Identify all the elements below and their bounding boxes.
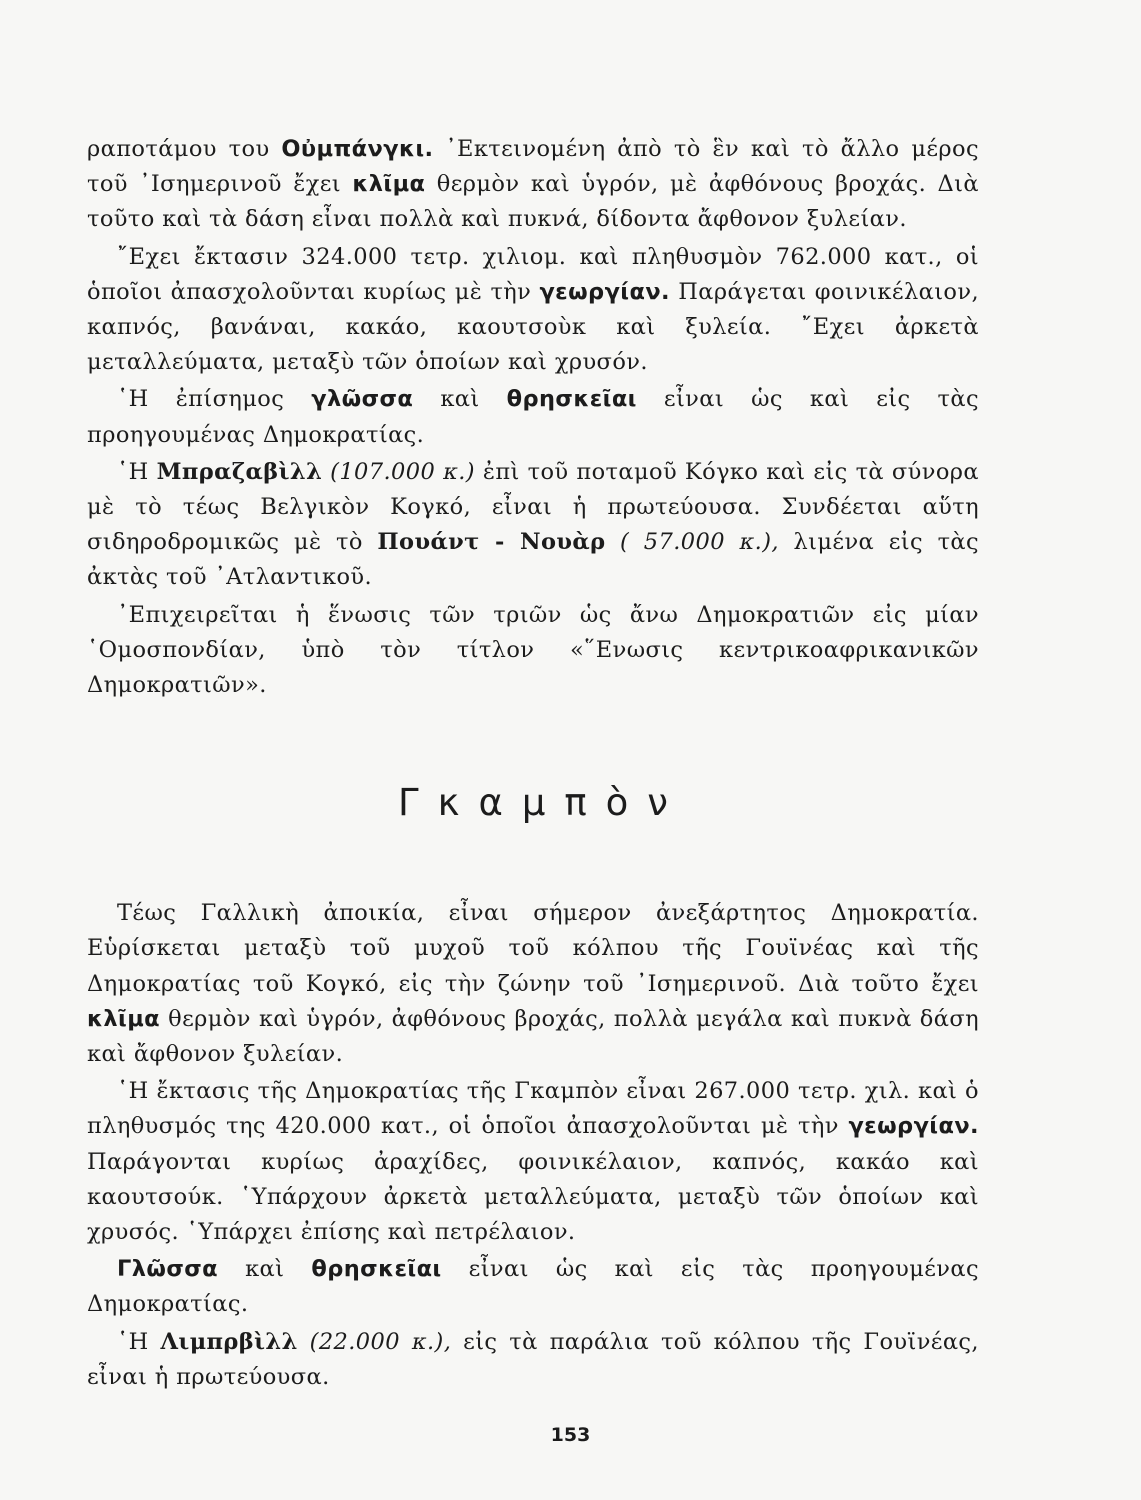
bold-term: Λιμπρβὶλλ bbox=[160, 1328, 298, 1355]
bold-term: κλῖμα bbox=[87, 1005, 161, 1032]
text: ἐπὶ τοῦ ποταμοῦ Κόγκο καὶ εἰς τὰ σύνορα μὲ τὸ τέως Βελγικὸν Κογκό, εἶναι ἡ πρωτεύουσα. Συνδέεται αὕτη σιδηροδρομικῶς μὲ τὸ bbox=[87, 458, 979, 556]
paragraph-language-religion bbox=[87, 382, 979, 452]
paragraph-capital-brazzaville bbox=[87, 455, 979, 596]
text: θερμὸν καὶ ὑγρόν, ἀφθόνους βροχάς, πολλὰ μεγάλα καὶ πυκνὰ δάση καὶ ἄφθονον ξυλείαν. bbox=[87, 1005, 979, 1068]
italic-figure: ( 57.000 κ.), bbox=[605, 529, 779, 556]
text: Παράγεται φοινικέλαιον, καπνός, βανάναι, κακάο, καουτσοὺκ καὶ ξυλεία. ῎Εχει ἀρκετὰ μεταλλεύματα, μεταξὺ τῶν ὁποίων καὶ χρυσόν. bbox=[87, 278, 979, 376]
italic-figure: (22.000 κ.), bbox=[297, 1328, 452, 1355]
paragraph-ubangi-continuation bbox=[87, 132, 979, 238]
bold-term: Γλῶσσα bbox=[117, 1256, 219, 1283]
bold-term: Μπραζαβὶλλ bbox=[156, 458, 323, 485]
bold-term: Πουάντ - Νουὰρ bbox=[377, 529, 606, 556]
text: ραποτάμου του bbox=[87, 136, 282, 162]
text: Παράγονται κυρίως ἀραχίδες, φοινικέλαιον, καπνός, κακάο καὶ καουτσούκ. ῾Υπάρχουν ἀρκετὰ μεταλλεύματα, μεταξὺ τῶν ὁποίων καὶ χρυσός. ῾Υπάρχει ἐπίσης καὶ πετρέλαιον. bbox=[87, 1148, 979, 1246]
text: ῎Εχει ἔκτασιν 324.000 τετρ. χιλιομ. καὶ πληθυσμὸν 762.000 κατ., οἱ ὁποῖοι ἀπασχολοῦνται κυρίως μὲ τὴν bbox=[87, 243, 979, 305]
text: καὶ bbox=[413, 386, 507, 413]
page-body bbox=[87, 132, 979, 1395]
text: ῾Η bbox=[117, 1328, 161, 1355]
paragraph-area-population bbox=[87, 240, 979, 381]
page-number: 153 bbox=[550, 1424, 591, 1446]
text: εἰς τὰ παράλια τοῦ κόλπου τῆς Γουϊνέας, εἶναι ἡ πρωτεύουσα. bbox=[87, 1328, 979, 1390]
bold-term: Οὐμπάνγκι. bbox=[281, 136, 434, 162]
text: ῾Η ἔκτασις τῆς Δημοκρατίας τῆς Γκαμπὸν εἶναι 267.000 τετρ. χιλ. καὶ ὁ πληθυσμός της 420.000 κατ., οἱ ὁποῖοι ἀπασχολοῦνται μὲ τὴν bbox=[87, 1078, 979, 1140]
text: ᾿Επιχειρεῖται ἡ ἕνωσις τῶν τριῶν ὡς ἄνω Δημοκρατιῶν εἰς μίαν ῾Ομοσπονδίαν, ὑπὸ τὸν τίτλον «῞Ενωσις κεντρικοαφρικανικῶν Δημοκρατιῶν». bbox=[87, 601, 979, 699]
italic-figure: (107.000 κ.) bbox=[322, 458, 475, 485]
text: ᾿Εκτεινομένη ἀπὸ τὸ ἓν καὶ τὸ ἄλλο μέρος τοῦ ᾿Ισημερινοῦ ἔχει bbox=[87, 136, 980, 198]
bold-term: κλῖμα bbox=[352, 171, 426, 198]
text: εἶναι ὡς καὶ εἰς τὰς προηγουμένας Δημοκρατίας. bbox=[87, 1256, 979, 1318]
text: ῾Η bbox=[117, 458, 157, 485]
paragraph-gabon-language-religion bbox=[87, 1252, 979, 1322]
text: ῾Η ἐπίσημος bbox=[117, 386, 312, 413]
text: λιμένα εἰς τὰς ἀκτὰς τοῦ ᾿Ατλαντικοῦ. bbox=[87, 529, 980, 591]
text: εἶναι ὡς καὶ εἰς τὰς προηγουμένας Δημοκρατίας. bbox=[87, 386, 979, 448]
section-heading-gabon: Γκαμπὸν bbox=[398, 781, 687, 825]
text: καὶ bbox=[218, 1256, 312, 1283]
bold-term: γεωργίαν. bbox=[848, 1113, 979, 1140]
paragraph-gabon-intro bbox=[87, 896, 979, 1072]
bold-term: θρησκεῖαι bbox=[311, 1256, 442, 1283]
text: θερμὸν καὶ ὑγρόν, μὲ ἀφθόνους βροχάς. Διὰ τοῦτο καὶ τὰ δάση εἶναι πολλὰ καὶ πυκνά, δίδοντα ἄφθονον ξυλείαν. bbox=[87, 171, 979, 233]
paragraph-federation bbox=[87, 598, 979, 704]
bold-term: γλῶσσα bbox=[311, 386, 414, 413]
bold-term: θρησκεῖαι bbox=[506, 386, 637, 413]
paragraph-gabon-area-population bbox=[87, 1074, 979, 1250]
bold-term: γεωργίαν. bbox=[539, 278, 670, 305]
text: Τέως Γαλλικὴ ἀποικία, εἶναι σήμερον ἀνεξάρτητος Δημοκρατία. Εὑρίσκεται μεταξὺ τοῦ μυχοῦ τοῦ κόλπου τῆς Γουϊνέας καὶ τῆς Δημοκρατίας τοῦ Κογκό, εἰς τὴν ζώνην τοῦ ᾿Ισημερινοῦ. Διὰ τοῦτο ἔχει bbox=[87, 900, 979, 997]
paragraph-gabon-capital bbox=[87, 1325, 979, 1395]
